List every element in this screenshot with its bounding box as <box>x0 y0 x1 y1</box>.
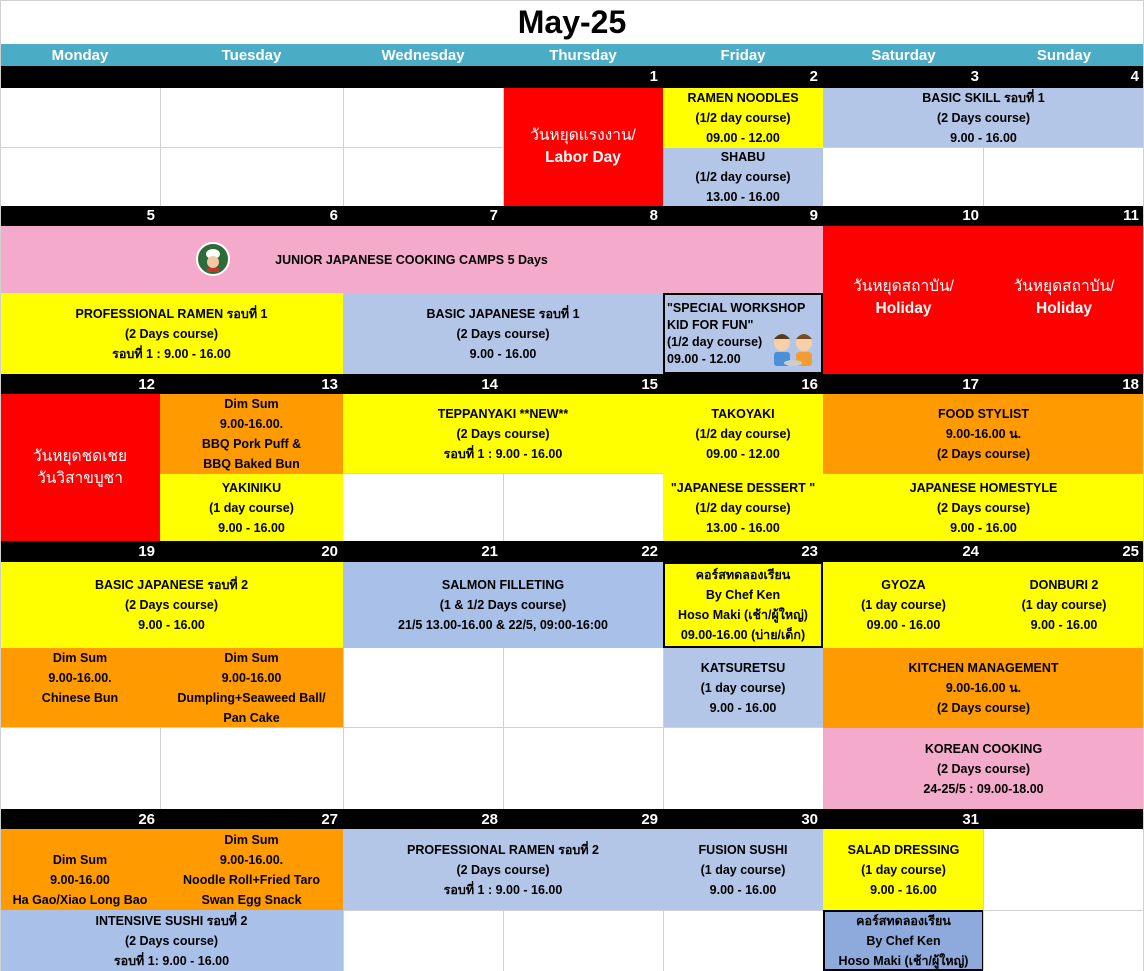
event-korean-cooking: KOREAN COOKING (2 Days course) 24-25/5 : 09.00-18.00 <box>823 728 1144 809</box>
event-salmon-filleting: SALMON FILLETING (1 & 1/2 Days course) 21/5 13.00-16.00 & 22/5, 09:00-16:00 <box>343 562 663 648</box>
day-number: 7 <box>489 207 498 224</box>
day-number: 29 <box>641 811 658 828</box>
event-ramen-noodles: RAMEN NOODLES (1/2 day course) 09.00 - 12.00 <box>663 88 823 148</box>
header-wednesday: Wednesday <box>343 44 503 66</box>
event-professional-ramen-1: PROFESSIONAL RAMEN รอบที่ 1 (2 Days course) รอบที่ 1 : 9.00 - 16.00 <box>0 293 343 374</box>
day-number: 15 <box>641 376 658 393</box>
day-number: 21 <box>481 543 498 560</box>
event-teppanyaki: TEPPANYAKI **NEW** (2 Days course) รอบที่ 1 : 9.00 - 16.00 <box>343 394 663 474</box>
month-title: May-25 <box>517 3 627 40</box>
holiday-sunday: วันหยุดสถาบัน/ Holiday <box>984 226 1144 374</box>
event-shabu: SHABU (1/2 day course) 13.00 - 16.00 <box>663 148 823 206</box>
day-number: 14 <box>481 376 498 393</box>
day-number: 6 <box>329 207 338 224</box>
day-number: 26 <box>138 811 155 828</box>
event-takoyaki: TAKOYAKI (1/2 day course) 09.00 - 12.00 <box>663 394 823 474</box>
header-saturday: Saturday <box>823 44 984 66</box>
event-salad-dressing: SALAD DRESSING (1 day course) 9.00 - 16.00 <box>823 829 984 910</box>
event-dim-sum-bbq: Dim Sum 9.00-16.00. BBQ Pork Puff & BBQ Baked Bun <box>160 394 343 474</box>
event-gyoza: GYOZA (1 day course) 09.00 - 16.00 <box>823 562 984 648</box>
event-yakiniku: YAKINIKU (1 day course) 9.00 - 16.00 <box>160 474 343 541</box>
day-number: 13 <box>321 376 338 393</box>
header-sunday: Sunday <box>984 44 1144 66</box>
substitute-holiday: วันหยุดชดเชย วันวิสาขบูชา <box>0 394 160 541</box>
event-intensive-sushi-2: INTENSIVE SUSHI รอบที่ 2 (2 Days course) รอบที่ 1: 9.00 - 16.00 <box>0 910 343 971</box>
day-number: 24 <box>962 543 979 560</box>
event-dim-sum-chinese-bun: Dim Sum 9.00-16.00. Chinese Bun <box>0 648 160 728</box>
event-food-stylist: FOOD STYLIST 9.00-16.00 น. (2 Days course) <box>823 394 1144 474</box>
cooking-camp-logo-icon <box>196 242 230 276</box>
day-number: 18 <box>1122 376 1139 393</box>
header-monday: Monday <box>0 44 160 66</box>
event-junior-camp: JUNIOR JAPANESE COOKING CAMPS 5 Days <box>0 226 823 293</box>
day-number: 27 <box>321 811 338 828</box>
holiday-saturday: วันหยุดสถาบัน/ Holiday <box>823 226 984 374</box>
event-trial-class-chef-ken-2: คอร์สทดลองเรียน By Chef Ken Hoso Maki (เช้า/ผู้ใหญ่) <box>823 910 984 971</box>
day-number: 22 <box>641 543 658 560</box>
day-number: 11 <box>1123 207 1139 224</box>
day-number: 28 <box>481 811 498 828</box>
day-number: 8 <box>649 207 658 224</box>
day-number: 4 <box>1130 68 1139 85</box>
event-basic-japanese-2: BASIC JAPANESE รอบที่ 2 (2 Days course) 9.00 - 16.00 <box>0 562 343 648</box>
header-tuesday: Tuesday <box>160 44 343 66</box>
header-friday: Friday <box>663 44 823 66</box>
day-number: 5 <box>146 207 155 224</box>
day-number: 12 <box>138 376 155 393</box>
event-fusion-sushi: FUSION SUSHI (1 day course) 9.00 - 16.00 <box>663 829 823 910</box>
day-number: 16 <box>801 376 818 393</box>
day-number: 10 <box>962 207 979 224</box>
event-professional-ramen-2: PROFESSIONAL RAMEN รอบที่ 2 (2 Days course) รอบที่ 1 : 9.00 - 16.00 <box>343 829 663 910</box>
event-kitchen-management: KITCHEN MANAGEMENT 9.00-16.00 น. (2 Days course) <box>823 648 1144 728</box>
event-trial-class-chef-ken: คอร์สทดลองเรียน By Chef Ken Hoso Maki (เช้า/ผู้ใหญ่) 09.00-16.00 (บ่าย/เด็ก) <box>663 562 823 648</box>
day-number: 1 <box>649 68 658 85</box>
day-number: 25 <box>1122 543 1139 560</box>
event-dim-sum-dumpling: Dim Sum 9.00-16.00 Dumpling+Seaweed Ball/ Pan Cake <box>160 648 343 728</box>
day-number: 2 <box>809 68 818 85</box>
day-number: 3 <box>970 68 979 85</box>
day-number: 9 <box>809 207 818 224</box>
event-katsuretsu: KATSURETSU (1 day course) 9.00 - 16.00 <box>663 648 823 728</box>
kids-cooking-icon <box>768 325 818 370</box>
day-number: 20 <box>321 543 338 560</box>
day-number: 31 <box>962 811 979 828</box>
event-japanese-homestyle: JAPANESE HOMESTYLE (2 Days course) 9.00 - 16.00 <box>823 474 1144 541</box>
labor-day-holiday: วันหยุดแรงงาน/ Labor Day <box>503 88 663 206</box>
event-japanese-dessert: "JAPANESE DESSERT " (1/2 day course) 13.00 - 16.00 <box>663 474 823 541</box>
day-number: 17 <box>962 376 979 393</box>
event-dim-sum-ha-gao: Dim Sum 9.00-16.00 Ha Gao/Xiao Long Bao <box>0 829 160 910</box>
event-donburi-2: DONBURI 2 (1 day course) 9.00 - 16.00 <box>984 562 1144 648</box>
day-number: 30 <box>801 811 818 828</box>
day-number: 19 <box>138 543 155 560</box>
event-special-workshop: "SPECIAL WORKSHOP KID FOR FUN" (1/2 day course) 09.00 - 12.00 <box>663 293 823 374</box>
day-number: 23 <box>801 543 818 560</box>
event-basic-skill: BASIC SKILL รอบที่ 1 (2 Days course) 9.00 - 16.00 <box>823 88 1144 148</box>
header-thursday: Thursday <box>503 44 663 66</box>
event-basic-japanese-1: BASIC JAPANESE รอบที่ 1 (2 Days course) 9.00 - 16.00 <box>343 293 663 374</box>
event-dim-sum-noodle-roll: Dim Sum 9.00-16.00. Noodle Roll+Fried Taro Swan Egg Snack <box>160 829 343 910</box>
